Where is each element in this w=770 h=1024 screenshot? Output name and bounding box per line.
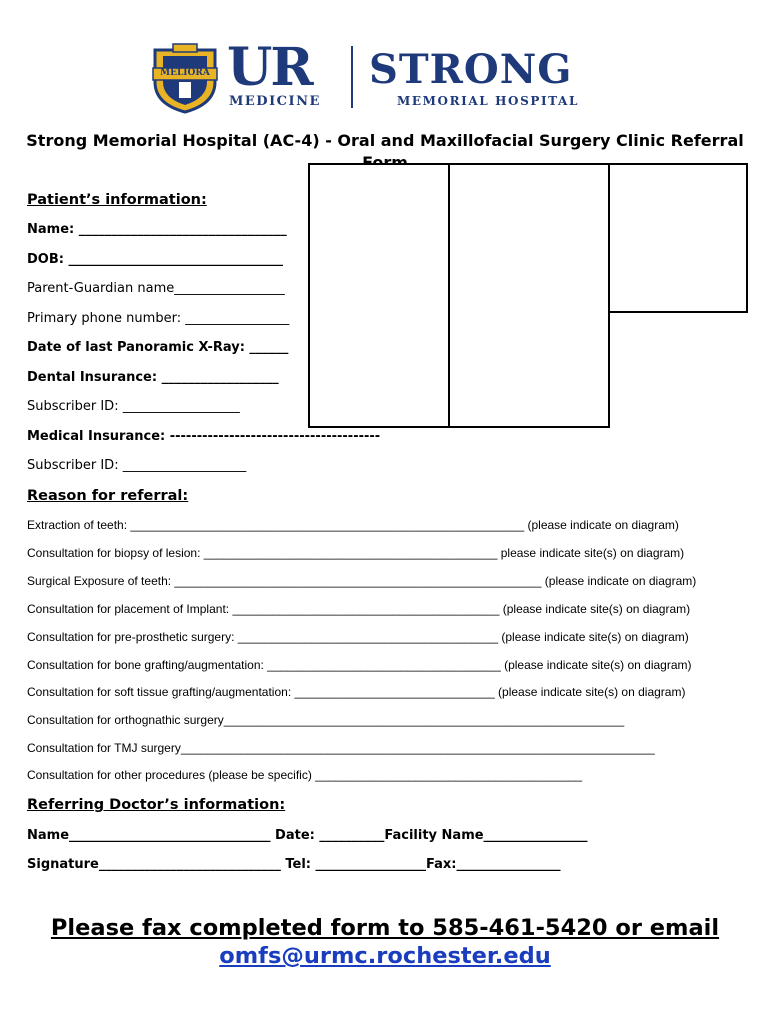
- blank-box-left: [308, 163, 450, 428]
- referral-soft-tissue-line[interactable]: Consultation for soft tissue grafting/augmentation: ______________________________ (please indicate site(s) on diagram): [27, 685, 686, 699]
- blank-box-middle: [448, 163, 610, 428]
- dental-insurance-field[interactable]: Dental Insurance: __________________: [27, 370, 279, 385]
- university-seal-icon: [149, 42, 221, 114]
- medicine-wordmark: MEDICINE: [229, 94, 321, 109]
- dob-field[interactable]: DOB: _________________________________: [27, 252, 283, 267]
- medical-insurance-field[interactable]: Medical Insurance: ---------------------------------------: [27, 429, 381, 444]
- doctor-name-date-facility-line[interactable]: Name_______________________________ Date: __________Facility Name________________: [27, 828, 588, 843]
- doctor-signature-tel-fax-line[interactable]: Signature____________________________ Tel: _________________Fax:________________: [27, 857, 561, 872]
- patient-name-field[interactable]: Name: ________________________________: [27, 222, 287, 237]
- referral-orthognathic-line[interactable]: Consultation for orthognathic surgery____________________________________________________________: [27, 713, 625, 727]
- memorial-hospital-wordmark: MEMORIAL HOSPITAL: [397, 94, 579, 108]
- fax-line: Please fax completed form to 585-461-5420 or email: [50, 915, 720, 941]
- referral-biopsy-line[interactable]: Consultation for biopsy of lesion: ____________________________________________ please indicate site(s) on diagram): [27, 546, 685, 560]
- referral-implant-line[interactable]: Consultation for placement of Implant: ________________________________________ (please indicate site(s) on diagram): [27, 602, 691, 616]
- referral-other-line[interactable]: Consultation for other procedures (please be specific) ________________________________________: [27, 768, 583, 782]
- logo-divider: [351, 46, 353, 108]
- form-title: Strong Memorial Hospital (AC-4) - Oral and Maxillofacial Surgery Clinic Referral: [26, 131, 744, 150]
- blank-box-right: [608, 163, 748, 313]
- strong-wordmark: STRONG: [369, 46, 573, 93]
- email-link[interactable]: omfs@urmc.rochester.edu: [219, 943, 551, 969]
- primary-phone-field[interactable]: Primary phone number: ________________: [27, 311, 290, 326]
- panoramic-xray-date-field[interactable]: Date of last Panoramic X-Ray: ______: [27, 340, 289, 355]
- dental-subscriber-id-field[interactable]: Subscriber ID: __________________: [27, 399, 240, 414]
- fax-instructions: [20, 914, 750, 970]
- referring-doctor-heading: Referring Doctor’s information:: [27, 797, 286, 813]
- medical-subscriber-id-field[interactable]: Subscriber ID: ___________________: [27, 458, 247, 473]
- reason-referral-heading: Reason for referral:: [27, 488, 189, 504]
- ur-medicine-strong-logo: [145, 37, 635, 116]
- ur-wordmark: UR: [227, 37, 312, 98]
- referral-extraction-line[interactable]: Extraction of teeth: ___________________________________________________________ (please indicate on diagram): [27, 518, 679, 532]
- referral-preprosthetic-line[interactable]: Consultation for pre-prosthetic surgery: _______________________________________ (please indicate site(s) on diagram): [27, 630, 689, 644]
- referral-tmj-line[interactable]: Consultation for TMJ surgery_______________________________________________________________________: [27, 741, 655, 755]
- seal-motto: MELIORA: [160, 68, 210, 78]
- referral-exposure-line[interactable]: Surgical Exposure of teeth: _______________________________________________________ (please indicate on diagram): [27, 574, 697, 588]
- referral-bone-graft-line[interactable]: Consultation for bone grafting/augmentation: ___________________________________ (please indicate site(s) on diagram): [27, 658, 692, 672]
- parent-guardian-field[interactable]: Parent-Guardian name_________________: [27, 281, 285, 296]
- patient-info-heading: Patient’s information:: [27, 192, 207, 208]
